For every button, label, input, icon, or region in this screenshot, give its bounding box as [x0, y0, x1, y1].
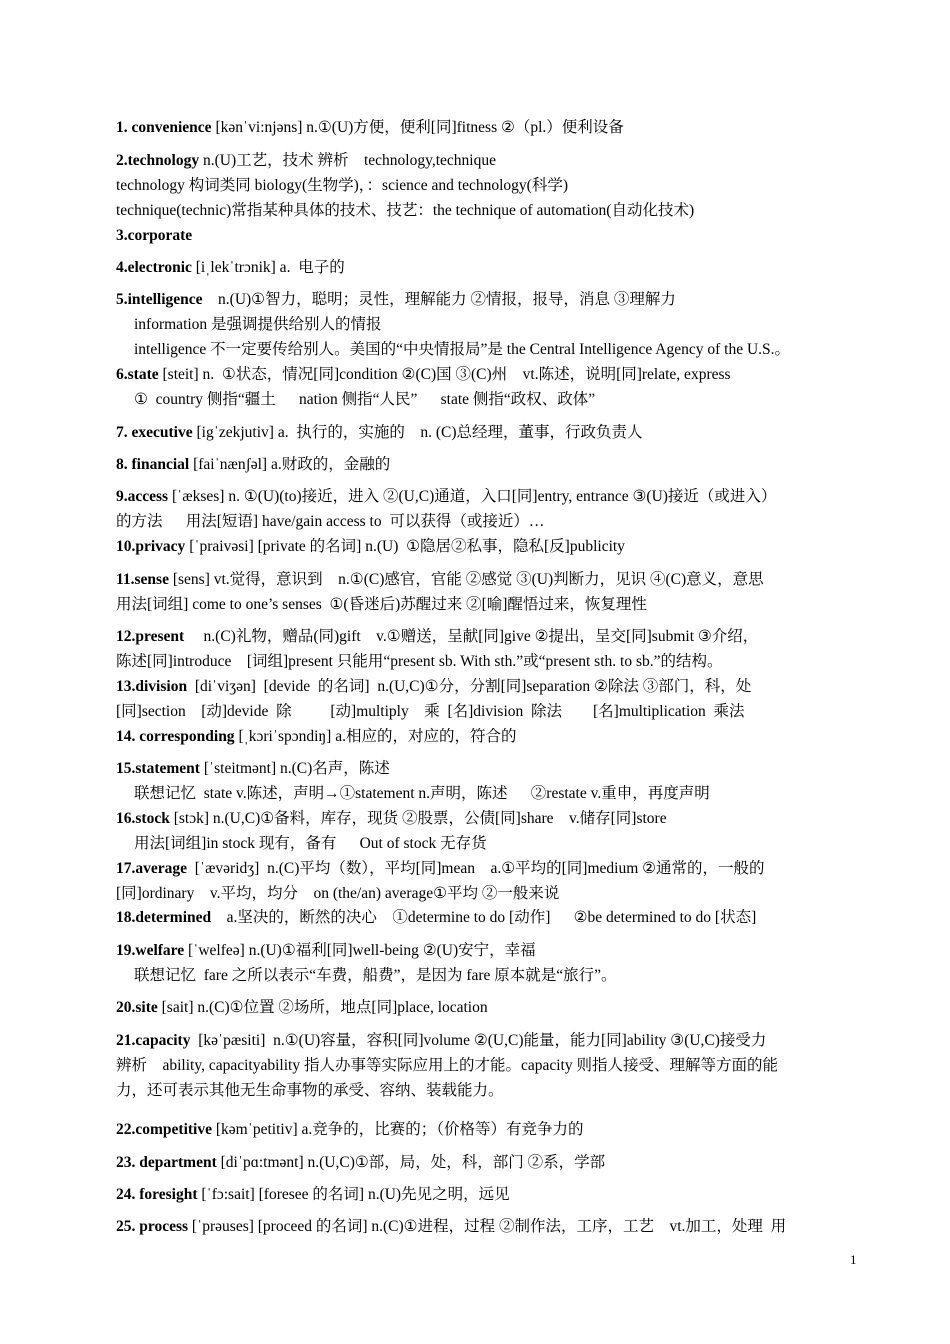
entry-line [134, 966, 617, 986]
headword: 14. corresponding [116, 728, 235, 745]
headword: 9.access [116, 488, 169, 505]
entry-line [116, 702, 745, 722]
entry-text: n.(U)①智力，聪明；灵性，理解能力 ②情报，报导，消息 ③理解力 [202, 291, 676, 308]
headword: 6.state [116, 366, 159, 383]
entry-text: [sait] n.(C)①位置 ②场所，地点[同]place, location [157, 999, 488, 1016]
entry-text: [ˈævəridʒ] n.(C)平均（数），平均[同]mean a.①平均的[同]medium ②通常的，一般的 [187, 860, 765, 877]
entry-text: technology 构词类同 biology(生物学)，：science and technology(科学) [116, 177, 568, 194]
headword: 2.technology [116, 152, 200, 169]
entry-text: [igˈzekjutiv] a. 执行的，实施的 n. (C)总经理，董事，行政负责人 [192, 424, 643, 441]
entry-line [116, 627, 758, 647]
headword: 16.stock [116, 810, 170, 827]
entry-text: [iˌlekˈtrɔnik] a. 电子的 [191, 259, 345, 276]
entry-text: 用法[词组]in stock 现有，备有 Out of stock 无存货 [134, 835, 487, 852]
entry-line [116, 1081, 504, 1101]
entry-text: [ˈsteitmənt] n.(C)名声，陈述 [199, 760, 390, 777]
entry-text: [stɔk] n.(U,C)①备料，库存，现货 ②股票，公债[同]share v.储存[同]store [169, 810, 667, 827]
entry-line [116, 998, 488, 1018]
entry-text: 辨析 ability, capacityability 指人办事等实际应用上的才能。capacity 则指人接受、理解等方面的能 [116, 1057, 778, 1074]
entry-line [116, 487, 776, 507]
headword: 21.capacity [116, 1032, 191, 1049]
entry-line [116, 595, 647, 615]
entry-text: 联想记忆 state v.陈述，声明→①statement n.声明，陈述 ②restate v.重申，再度声明 [134, 785, 710, 802]
entry-text: intelligence 不一定要传给别人。美国的“中央情报局”是 the Central Intelligence Agency of the U.S.。 [134, 341, 791, 358]
entry-line [116, 1120, 584, 1140]
entry-text: 力，还可表示其他无生命事物的承受、容纳、装载能力。 [116, 1082, 504, 1099]
entry-text: [同]ordinary v.平均，均分 on (the/an) average①平均 ②一般来说 [116, 885, 560, 902]
entry-line [116, 176, 568, 196]
headword: 20.site [116, 999, 158, 1016]
entry-line [116, 884, 559, 904]
entry-line [116, 1185, 510, 1205]
entry-line [116, 118, 624, 138]
entry-line [116, 537, 625, 557]
entry-line [116, 652, 723, 672]
entry-line [116, 151, 496, 171]
entry-text: [ˈfɔ:sait] [foresee 的名词] n.(U)先见之明，远见 [197, 1186, 510, 1203]
headword: 22.competitive [116, 1121, 212, 1138]
entry-line [134, 390, 595, 410]
entry-text: [同]section [动]devide 除 [动]multiply 乘 [名]division 除法 [名]multiplication 乘法 [116, 703, 745, 720]
entry-line [116, 759, 390, 779]
headword: 25. process [116, 1218, 189, 1235]
headword: 23. department [116, 1154, 217, 1171]
entry-text: [kəmˈpetitiv] a.竞争的，比赛的；（价格等）有竞争力的 [211, 1121, 584, 1138]
entry-line [116, 941, 536, 961]
entry-line [134, 340, 790, 360]
entry-line [116, 570, 764, 590]
entry-text: n.(U)工艺，技术 辨析 technology,technique [199, 152, 496, 169]
headword: 13.division [116, 678, 188, 695]
headword: 15.statement [116, 760, 200, 777]
entry-text: [kəˈpæsiti] n.①(U)容量，容积[同]volume ②(U,C)能量，能力[同]ability ③(U,C)接受力 [190, 1032, 767, 1049]
entry-text: [ˈwelfeə] n.(U)①福利[同]well-being ②(U)安宁，幸福 [184, 942, 536, 959]
headword: 4.electronic [116, 259, 192, 276]
entry-text: [kənˈvi:njəns] n.①(U)方便，便利[同]fitness ②（pl.）便利设备 [211, 119, 624, 136]
entry-text: 联想记忆 fare 之所以表示“车费，船费”，是因为 fare 原本就是“旅行”。 [134, 967, 617, 984]
entry-line [116, 727, 516, 747]
entry-text: technique(technic)常指某种具体的技术、技艺：the technique of automation(自动化技术) [116, 202, 695, 219]
entry-text: ① country 侧指“疆土 nation 侧指“人民” state 侧指“政权、政体” [134, 391, 596, 408]
headword: 17.average [116, 860, 188, 877]
entry-line [116, 226, 192, 246]
entry-line [116, 908, 756, 928]
entry-line [116, 1031, 766, 1051]
entry-line [116, 859, 765, 879]
entry-text: [faiˈnænʃəl] a.财政的，金融的 [189, 456, 391, 473]
entry-line [116, 365, 731, 385]
entry-line [116, 201, 694, 221]
entry-text: n.(C)礼物，赠品(同)gift v.①赠送，呈献[同]give ②提出，呈交[同]submit ③介绍， [184, 628, 759, 645]
entry-line [116, 455, 390, 475]
headword: 7. executive [116, 424, 193, 441]
headword: 10.privacy [116, 538, 186, 555]
entry-text: [ˈprəuses] [proceed 的名词] n.(C)①进程，过程 ②制作法，工序，工艺 vt.加工，处理 用 [188, 1218, 787, 1235]
entry-text: 的方法 用法[短语] have/gain access to 可以获得（或接近）… [116, 513, 545, 530]
entry-line [116, 1056, 778, 1076]
headword: 18.determined [116, 909, 212, 926]
entry-line [134, 784, 710, 804]
entry-line [116, 809, 667, 829]
entry-text: [diˈviʒən] [devide 的名词] n.(U,C)①分，分割[同]separation ②除法 ③部门，科，处 [187, 678, 752, 695]
entry-line [116, 677, 751, 697]
entry-text: [steit] n. ①状态，情况[同]condition ②(C)国 ③(C)州 vt.陈述，说明[同]relate, express [158, 366, 731, 383]
entry-text: [ˈækses] n. ①(U)(to)接近，进入 ②(U,C)通道，入口[同]entry, entrance ③(U)接近（或进入） [168, 488, 777, 505]
entry-line [116, 512, 544, 532]
entry-line [116, 258, 345, 278]
headword: 12.present [116, 628, 185, 645]
headword: 8. financial [116, 456, 190, 473]
entry-text: 用法[词组] come to one’s senses ①(昏迷后)苏醒过来 ②[喻]醒悟过来，恢复理性 [116, 596, 647, 613]
headword: 1. convenience [116, 119, 212, 136]
entry-line [134, 834, 487, 854]
headword: 5.intelligence [116, 291, 203, 308]
headword: 3.corporate [116, 227, 193, 244]
entry-line [116, 290, 676, 310]
entry-line [116, 1217, 786, 1237]
page-number: 1 [850, 1252, 857, 1267]
entry-text: a.坚决的，断然的决心 ①determine to do [动作] ②be determined to do [状态] [211, 909, 757, 926]
entry-text: information 是强调提供给别人的情报 [134, 316, 382, 333]
entry-line [116, 423, 643, 443]
headword: 24. foresight [116, 1186, 198, 1203]
entry-text: [ˈpraivəsi] [private 的名词] n.(U) ①隐居②私事，隐私[反]publicity [185, 538, 625, 555]
entry-text: [ˌkɔriˈspɔndiŋ] a.相应的，对应的，符合的 [234, 728, 517, 745]
entry-line [134, 315, 382, 335]
headword: 19.welfare [116, 942, 185, 959]
entry-line [116, 1153, 605, 1173]
headword: 11.sense [116, 571, 169, 588]
entry-text: [sens] vt.觉得，意识到 n.①(C)感官，官能 ②感觉 ③(U)判断力，见识 ④(C)意义，意思 [168, 571, 764, 588]
entry-text: [diˈpɑ:tmənt] n.(U,C)①部，局，处，科，部门 ②系，学部 [216, 1154, 606, 1171]
entry-text: 陈述[同]introduce [词组]present 只能用“present sb. With sth.”或“present sth. to sb.”的结构。 [116, 653, 723, 670]
